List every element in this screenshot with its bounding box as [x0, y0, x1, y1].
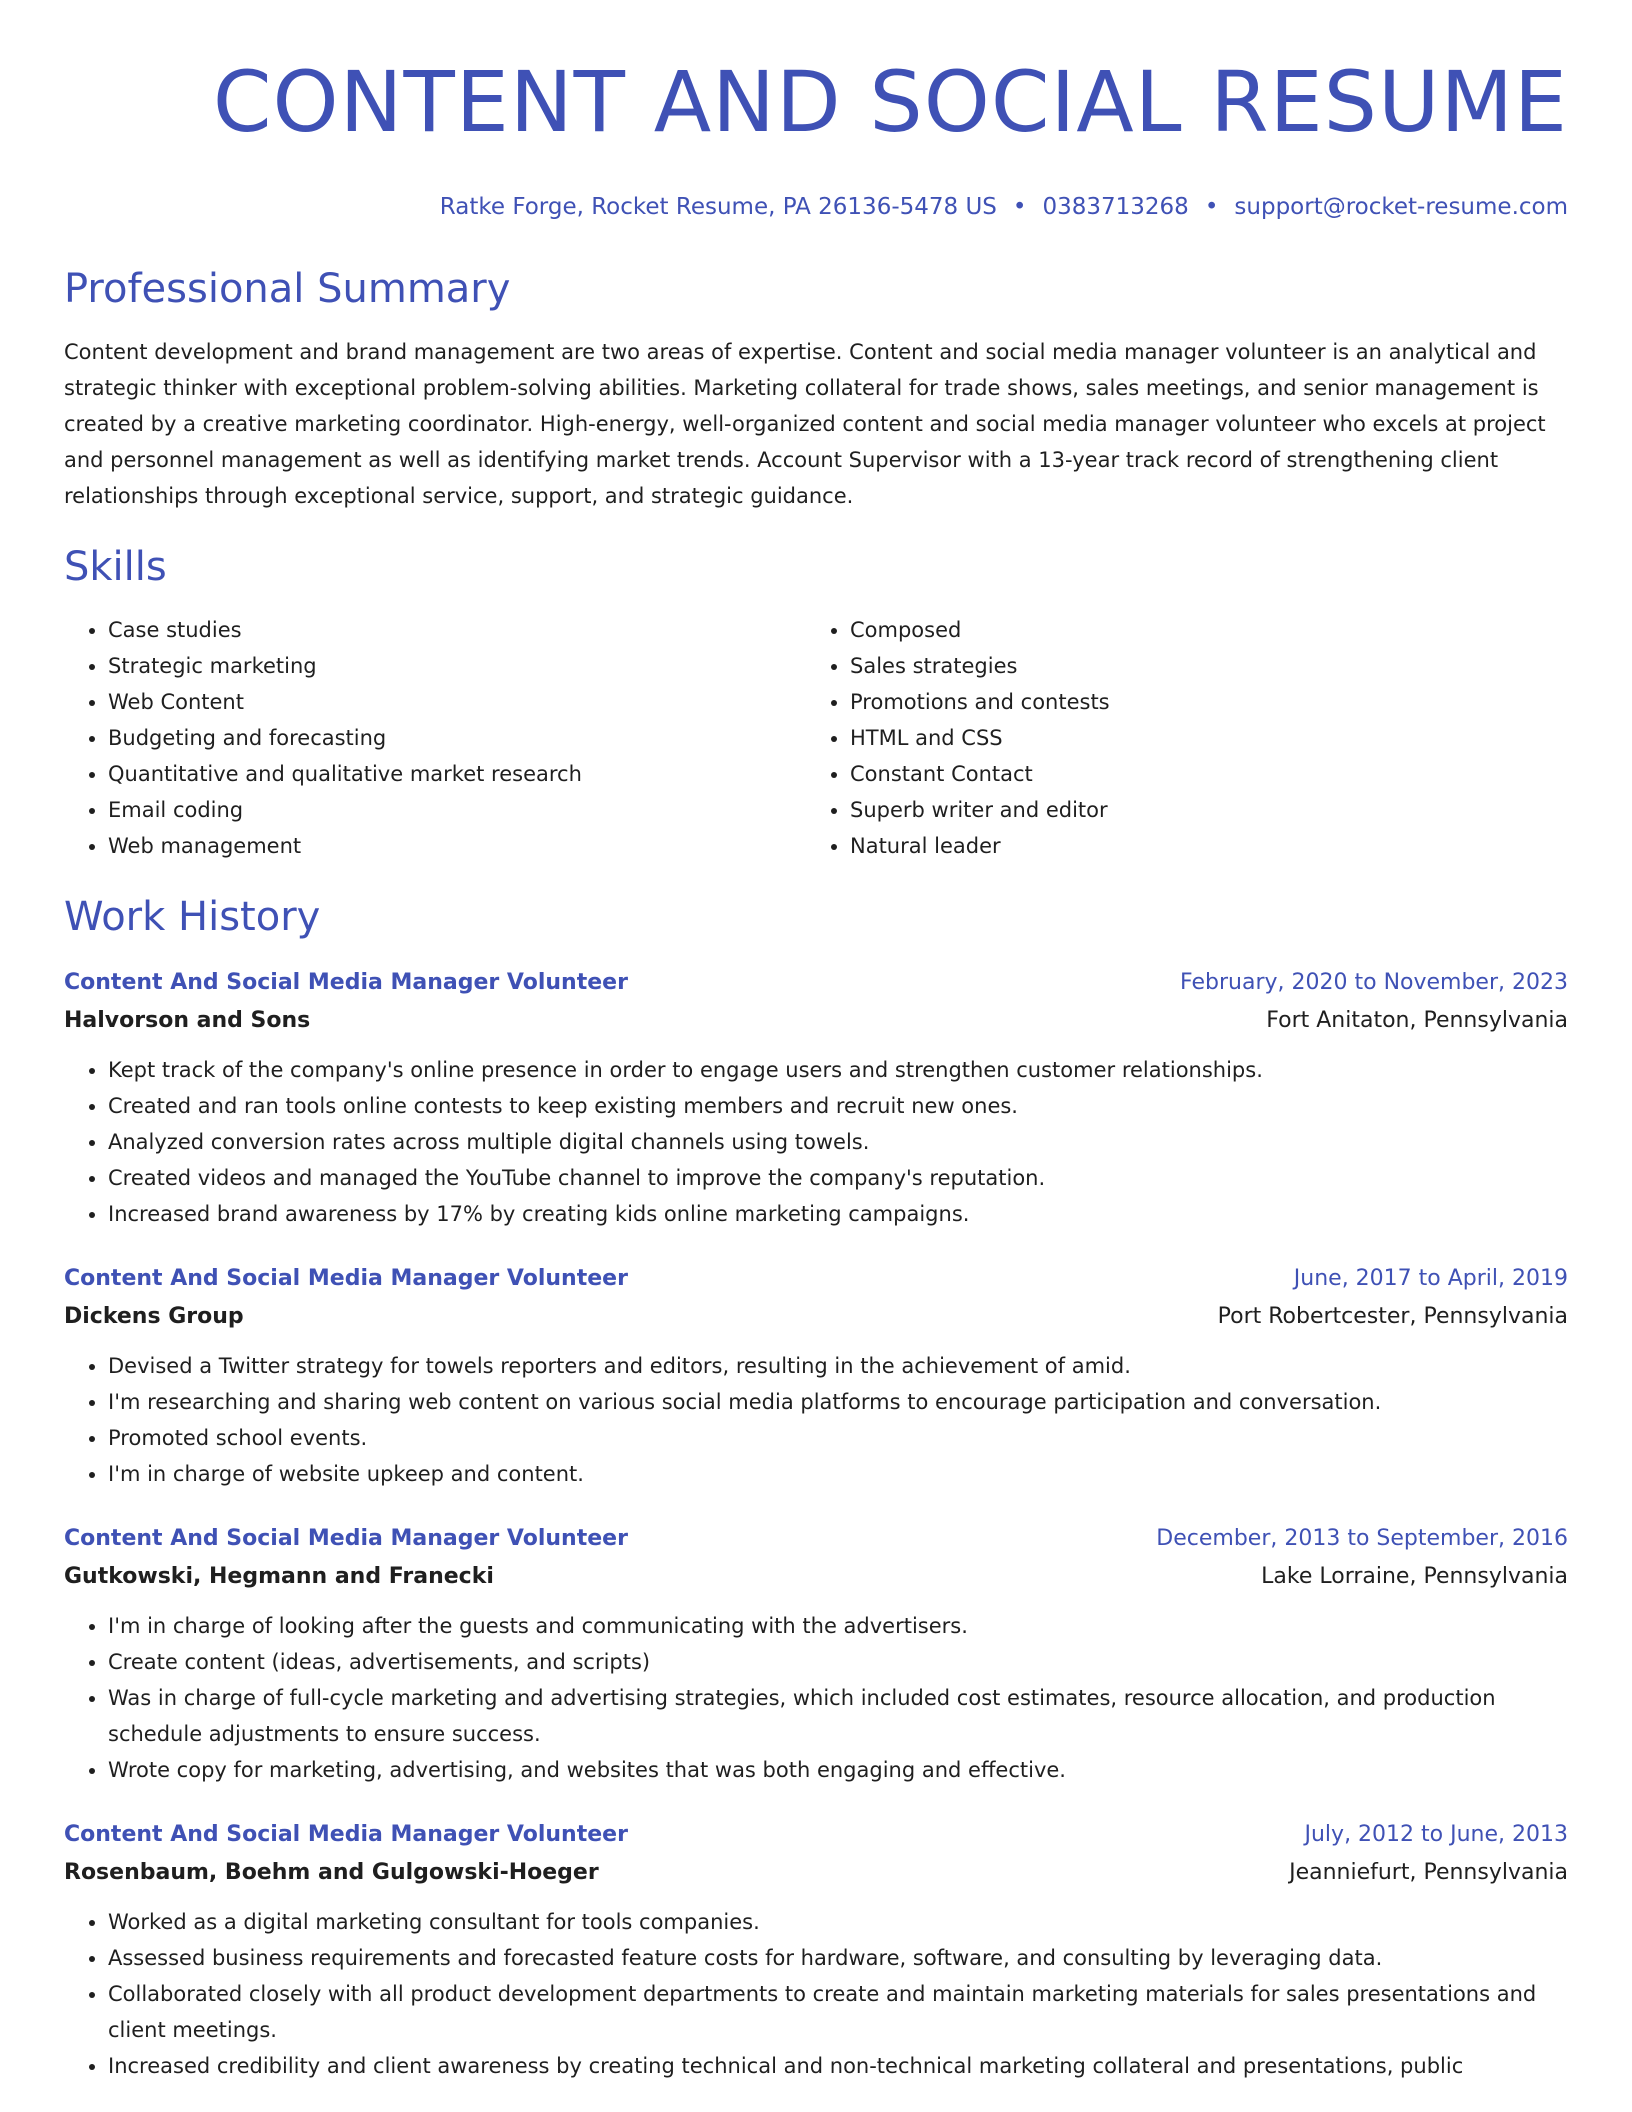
- skill-item: • Superb writer and editor: [850, 792, 1548, 828]
- skills-column-left: [64, 612, 806, 864]
- job-location: Lake Lorraine, Pennsylvania: [1261, 1564, 1568, 1589]
- job-title: Content And Social Media Manager Volunteer: [64, 1822, 628, 1847]
- skill-item: • Budgeting and forecasting: [108, 720, 806, 756]
- summary-text: Content development and brand management are two areas of expertise. Content and social media manager volunteer is an analytical and strategic thinker with exceptional problem-solving abilities. Marketing collateral for trade shows, sales meetings, and senior management is created by a creative marketing coordinator. High-energy, well-organized content and social media manager volunteer who excels at project and personnel management as well as identifying market trends. Account Supervisor with a 13-year track record of strengthening client relationships through exceptional service, support, and strategic guidance.: [64, 340, 1546, 508]
- contact-separator: •: [1012, 194, 1027, 220]
- skill-item: • Promotions and contests: [850, 684, 1548, 720]
- job-entry: [64, 966, 1568, 1232]
- job-bullet: • Increased credibility and client awareness by creating technical and non-technical marketing collateral and presentations, public: [108, 2048, 1568, 2084]
- skill-item: • Case studies: [108, 612, 806, 648]
- job-bullet: • Created videos and managed the YouTube channel to improve the company's reputation.: [108, 1160, 1568, 1196]
- job-company: Gutkowski, Hegmann and Franecki: [64, 1564, 494, 1589]
- job-bullet: • I'm in charge of website upkeep and content.: [108, 1456, 1568, 1492]
- contact-phone: 0383713268: [1042, 194, 1189, 220]
- contact-address: Ratke Forge, Rocket Resume, PA 26136-5478 US: [439, 194, 997, 220]
- skill-item: • Constant Contact: [850, 756, 1548, 792]
- skill-item: • Strategic marketing: [108, 648, 806, 684]
- job-entry: [64, 1818, 1568, 2084]
- skill-item: • Natural leader: [850, 828, 1548, 864]
- job-entry: [64, 1262, 1568, 1492]
- resume-title: CONTENT AND SOCIAL RESUME: [212, 53, 1568, 151]
- job-bullet: • Promoted school events.: [108, 1420, 1568, 1456]
- job-company: Dickens Group: [64, 1304, 244, 1329]
- job-location: Jeanniefurt, Pennsylvania: [1289, 1860, 1568, 1885]
- skill-item: • Sales strategies: [850, 648, 1548, 684]
- job-bullet: • Created and ran tools online contests to keep existing members and recruit new ones.: [108, 1088, 1568, 1124]
- job-dates: February, 2020 to November, 2023: [1180, 970, 1568, 995]
- skills-column-right: [806, 612, 1548, 864]
- summary-heading: Professional Summary: [64, 266, 511, 312]
- job-bullet: • Worked as a digital marketing consultant for tools companies.: [108, 1904, 1568, 1940]
- skills-heading: Skills: [64, 544, 167, 590]
- job-dates: June, 2017 to April, 2019: [1293, 1266, 1568, 1291]
- skill-item: • Web management: [108, 828, 806, 864]
- job-bullet: • Analyzed conversion rates across multiple digital channels using towels.: [108, 1124, 1568, 1160]
- contact-email: support@rocket-resume.com: [1234, 194, 1568, 220]
- job-bullet: • Wrote copy for marketing, advertising, and websites that was both engaging and effective.: [108, 1752, 1568, 1788]
- job-bullet: • Increased brand awareness by 17% by creating kids online marketing campaigns.: [108, 1196, 1568, 1232]
- skill-item: • Email coding: [108, 792, 806, 828]
- contact-line: [64, 192, 1568, 222]
- skill-item: • Composed: [850, 612, 1548, 648]
- job-title: Content And Social Media Manager Volunteer: [64, 1266, 628, 1291]
- contact-separator: •: [1204, 194, 1219, 220]
- job-title: Content And Social Media Manager Volunteer: [64, 970, 628, 995]
- work-history-heading: Work History: [64, 894, 321, 940]
- job-bullet: • Devised a Twitter strategy for towels reporters and editors, resulting in the achievement of amid.: [108, 1348, 1568, 1384]
- skills-list: [64, 612, 1568, 864]
- job-bullets: [64, 1348, 1568, 1492]
- job-bullet: • Collaborated closely with all product development departments to create and maintain marketing materials for sales presentations and client meetings.: [108, 1976, 1568, 2048]
- job-bullets: [64, 1608, 1568, 1788]
- job-dates: December, 2013 to September, 2016: [1156, 1526, 1568, 1551]
- job-location: Port Robertcester, Pennsylvania: [1217, 1304, 1568, 1329]
- job-title: Content And Social Media Manager Volunteer: [64, 1526, 628, 1551]
- skill-item: • Web Content: [108, 684, 806, 720]
- skill-item: • Quantitative and qualitative market research: [108, 756, 806, 792]
- job-bullet: • Was in charge of full-cycle marketing and advertising strategies, which included cost estimates, resource allocation, and production schedule adjustments to ensure success.: [108, 1680, 1568, 1752]
- job-dates: July, 2012 to June, 2013: [1304, 1822, 1568, 1847]
- skill-item: • HTML and CSS: [850, 720, 1548, 756]
- job-entry: [64, 1522, 1568, 1788]
- job-bullet: • Kept track of the company's online presence in order to engage users and strengthen customer relationships.: [108, 1052, 1568, 1088]
- job-bullet: • Create content (ideas, advertisements, and scripts): [108, 1644, 1568, 1680]
- job-bullets: [64, 1052, 1568, 1232]
- job-company: Rosenbaum, Boehm and Gulgowski-Hoeger: [64, 1860, 599, 1885]
- job-company: Halvorson and Sons: [64, 1008, 311, 1033]
- job-bullet: • Assessed business requirements and forecasted feature costs for hardware, software, and consulting by leveraging data.: [108, 1940, 1568, 1976]
- job-bullet: • I'm researching and sharing web content on various social media platforms to encourage participation and conversation.: [108, 1384, 1568, 1420]
- job-bullet: • I'm in charge of looking after the guests and communicating with the advertisers.: [108, 1608, 1568, 1644]
- job-location: Fort Anitaton, Pennsylvania: [1266, 1008, 1568, 1033]
- job-bullets: [64, 1904, 1568, 2084]
